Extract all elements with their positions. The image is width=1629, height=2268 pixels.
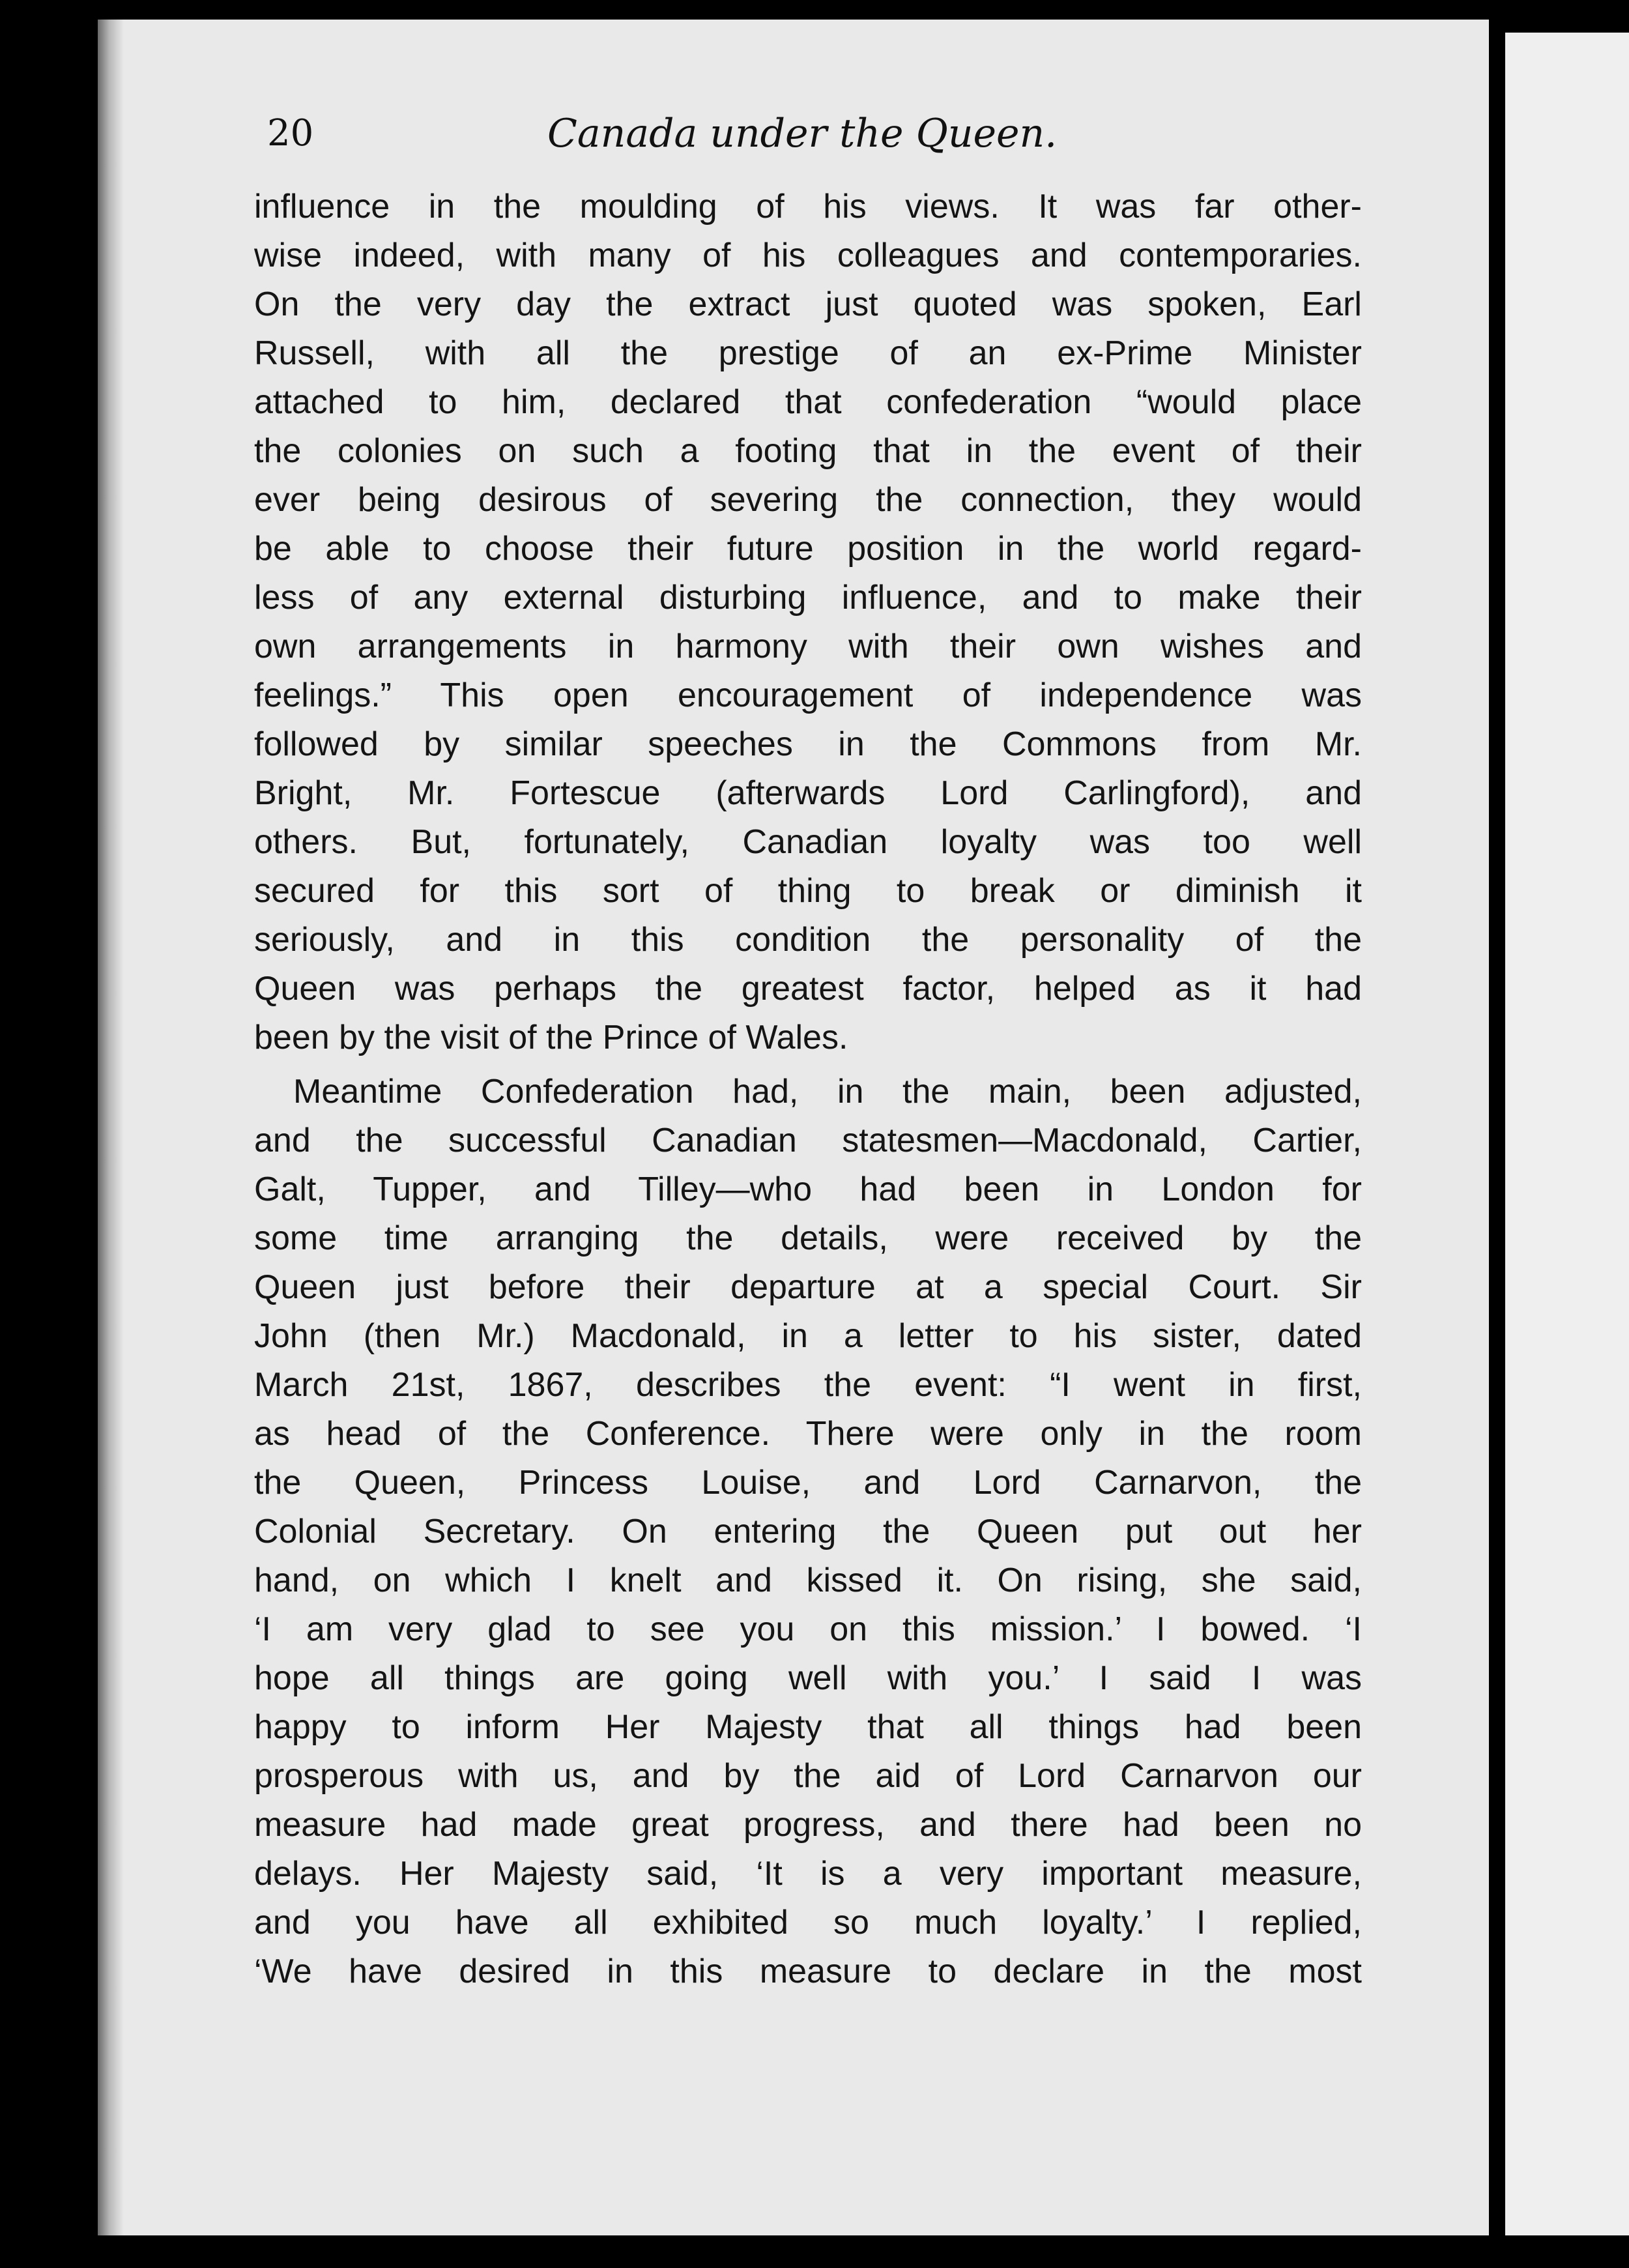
text-line: ‘We have desired in this measure to declare in the most <box>254 1953 1362 1990</box>
text-line: less of any external disturbing influence, and to make their <box>254 579 1362 617</box>
text-line: ‘I am very glad to see you on this mission.’ I bowed. ‘I <box>254 1610 1362 1648</box>
text-line: John (then Mr.) Macdonald, in a letter to his sister, dated <box>254 1317 1362 1355</box>
text-line: own arrangements in harmony with their own wishes and <box>254 628 1362 665</box>
paragraph-2 <box>254 1068 1362 1996</box>
body-text <box>254 182 1362 1996</box>
paragraph-gap <box>254 1062 1362 1068</box>
text-line: Queen just before their departure at a special Court. Sir <box>254 1268 1362 1306</box>
text-line: secured for this sort of thing to break or diminish it <box>254 872 1362 910</box>
gutter-shadow <box>98 20 124 2235</box>
page-number: 20 <box>267 112 314 154</box>
running-head <box>267 104 1179 163</box>
paragraph-1 <box>254 182 1362 1062</box>
text-line: happy to inform Her Majesty that all things had been <box>254 1708 1362 1746</box>
text-line: Meantime Confederation had, in the main, been adjusted, <box>293 1073 1362 1111</box>
text-line: and the successful Canadian statesmen—Macdonald, Cartier, <box>254 1122 1362 1159</box>
text-line: Russell, with all the prestige of an ex-Prime Minister <box>254 334 1362 372</box>
text-line: Colonial Secretary. On entering the Queen put out her <box>254 1513 1362 1550</box>
text-line: be able to choose their future position in the world regard- <box>254 530 1362 568</box>
text-line: ever being desirous of severing the connection, they would <box>254 481 1362 519</box>
text-line: some time arranging the details, were received by the <box>254 1219 1362 1257</box>
text-line: followed by similar speeches in the Commons from Mr. <box>254 725 1362 763</box>
text-line: feelings.” This open encouragement of independence was <box>254 676 1362 714</box>
running-title: Canada under the Queen. <box>547 111 1058 156</box>
text-line: seriously, and in this condition the personality of the <box>254 921 1362 959</box>
text-line: others. But, fortunately, Canadian loyalty was too well <box>254 823 1362 861</box>
text-line: On the very day the extract just quoted was spoken, Earl <box>254 285 1362 323</box>
text-line: measure had made great progress, and there had been no <box>254 1806 1362 1844</box>
text-line: as head of the Conference. There were only in the room <box>254 1415 1362 1453</box>
text-line: March 21st, 1867, describes the event: “I went in first, <box>254 1366 1362 1404</box>
text-line: hope all things are going well with you.’ I said I was <box>254 1659 1362 1697</box>
text-line: Galt, Tupper, and Tilley—who had been in London for <box>254 1170 1362 1208</box>
text-line: Bright, Mr. Fortescue (afterwards Lord Carlingford), and <box>254 774 1362 812</box>
facing-page-edge <box>1505 33 1629 2235</box>
text-line: hand, on which I knelt and kissed it. On rising, she said, <box>254 1562 1362 1599</box>
text-line: prosperous with us, and by the aid of Lord Carnarvon our <box>254 1757 1362 1795</box>
text-line: the Queen, Princess Louise, and Lord Carnarvon, the <box>254 1464 1362 1502</box>
text-line: been by the visit of the Prince of Wales. <box>254 1019 848 1056</box>
text-line: wise indeed, with many of his colleagues and contemporaries. <box>254 237 1362 274</box>
text-line: influence in the moulding of his views. It was far other- <box>254 188 1362 225</box>
text-line: and you have all exhibited so much loyalty.’ I replied, <box>254 1904 1362 1941</box>
text-line: attached to him, declared that confederation “would place <box>254 383 1362 421</box>
text-line: Queen was perhaps the greatest factor, helped as it had <box>254 970 1362 1008</box>
text-line: the colonies on such a footing that in the event of their <box>254 432 1362 470</box>
text-line: delays. Her Majesty said, ‘It is a very important measure, <box>254 1855 1362 1893</box>
